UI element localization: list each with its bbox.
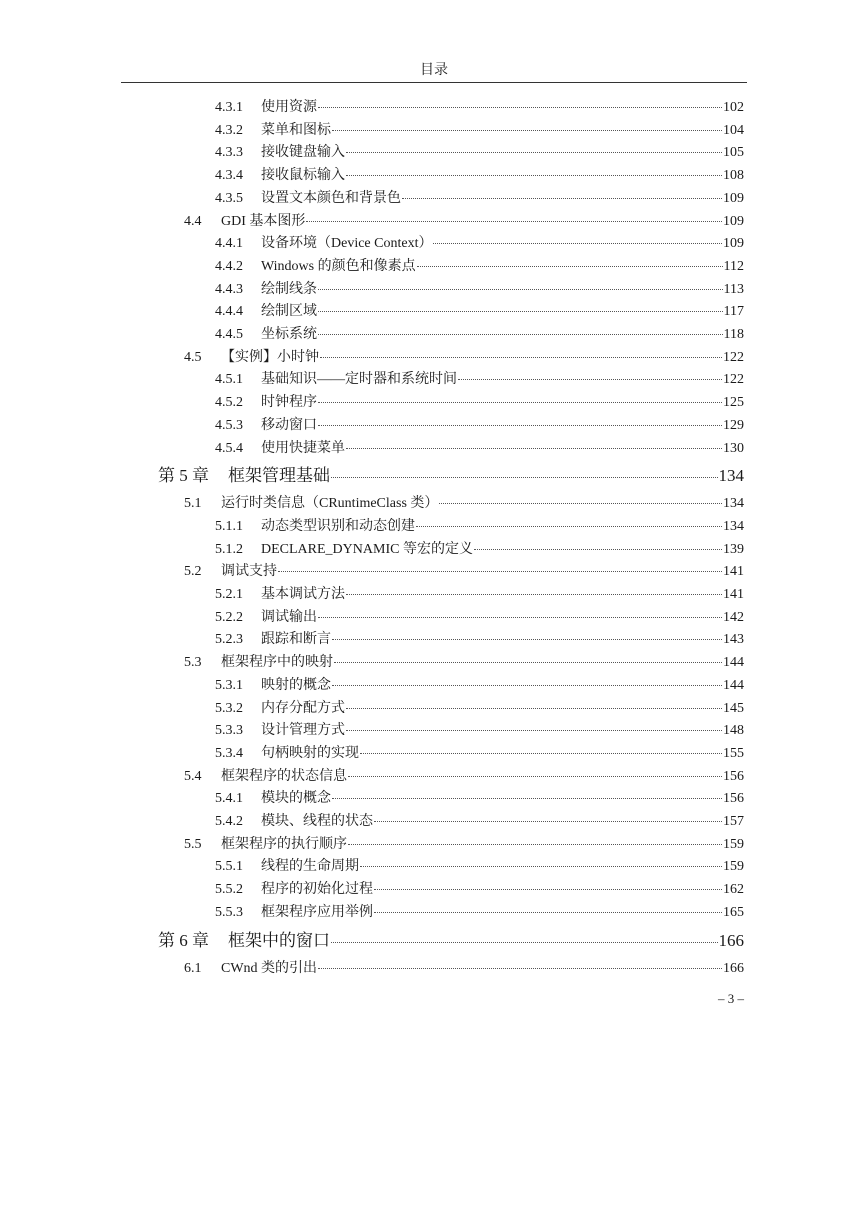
toc-entry-number: 4.5.4 bbox=[215, 440, 243, 456]
toc-entry-number: 5.5.3 bbox=[215, 904, 243, 920]
toc-entry-page: 109 bbox=[723, 236, 744, 252]
toc-entry-number: 5.2.2 bbox=[215, 609, 243, 625]
toc-entry-title: 调试输出 bbox=[261, 609, 317, 625]
toc-entry bbox=[215, 440, 744, 458]
toc-entry-number: 5.2.1 bbox=[215, 587, 243, 602]
toc-entry-title: 句柄映射的实现 bbox=[261, 745, 359, 761]
toc-entry bbox=[215, 235, 744, 253]
dot-leader bbox=[374, 820, 722, 822]
dot-leader bbox=[416, 525, 722, 527]
toc-entry-number: 5.1.1 bbox=[215, 518, 243, 534]
toc-entry-number: 5.4.2 bbox=[215, 814, 243, 829]
toc-entry-number: 5.5.2 bbox=[215, 882, 243, 898]
toc-entry-number: 4.5.3 bbox=[215, 417, 243, 433]
toc-entry-number: 4.3.4 bbox=[215, 168, 243, 184]
toc-entry-number: 5.3.4 bbox=[215, 745, 243, 761]
toc-entry-page: 141 bbox=[723, 564, 744, 580]
toc-entry bbox=[215, 813, 744, 831]
dot-leader bbox=[318, 310, 723, 312]
dot-leader bbox=[318, 401, 722, 403]
toc-entry-page: 142 bbox=[723, 609, 744, 625]
toc-entry bbox=[215, 326, 744, 344]
toc-entry-title: 跟踪和断言 bbox=[261, 632, 331, 648]
toc-entry-title: 使用快捷菜单 bbox=[261, 440, 345, 456]
toc-entry bbox=[184, 563, 744, 581]
toc-entry-title: 调试支持 bbox=[221, 564, 277, 580]
dot-leader bbox=[334, 661, 722, 663]
dot-leader bbox=[318, 967, 722, 969]
toc-entry bbox=[215, 303, 744, 321]
dot-leader bbox=[346, 174, 722, 176]
toc-entry-number: 5.1 bbox=[184, 496, 202, 512]
toc-entry-title: DECLARE_DYNAMIC 等宏的定义 bbox=[261, 541, 473, 557]
toc-entry bbox=[184, 495, 744, 513]
toc-entry-number: 4.5.2 bbox=[215, 395, 243, 411]
toc-entry-title: GDI 基本图形 bbox=[221, 213, 306, 229]
dot-leader bbox=[306, 220, 722, 222]
toc-entry-title: 运行时类信息（CRuntimeClass 类） bbox=[221, 496, 439, 512]
toc-entry bbox=[215, 700, 744, 718]
toc-entry bbox=[215, 722, 744, 740]
toc-entry-title: 内存分配方式 bbox=[261, 700, 345, 716]
toc-entry-title: 程序的初始化过程 bbox=[261, 882, 373, 898]
toc-chapter-entry bbox=[158, 930, 744, 952]
dot-leader bbox=[346, 729, 722, 731]
toc-entry-number: 6.1 bbox=[184, 960, 202, 976]
toc-entry-page: 157 bbox=[723, 814, 744, 829]
dot-leader bbox=[318, 106, 722, 108]
toc-entry-number: 5.5.1 bbox=[215, 859, 243, 875]
toc-entry bbox=[215, 858, 744, 876]
toc-entry-title: Windows 的颜色和像素点 bbox=[261, 258, 416, 274]
dot-leader bbox=[346, 593, 722, 595]
toc-entry-number: 4.3.5 bbox=[215, 190, 243, 206]
toc-entry bbox=[184, 654, 744, 672]
toc-entry-number: 5.2 bbox=[184, 564, 202, 580]
toc-entry-page: 139 bbox=[723, 541, 744, 557]
toc-entry-number: 5.3.3 bbox=[215, 723, 243, 739]
toc-entry-title: 绘制线条 bbox=[261, 281, 317, 297]
toc-entry-number: 4.4 bbox=[184, 213, 202, 229]
toc-entry-page: 159 bbox=[723, 859, 744, 875]
toc-entry-title: 坐标系统 bbox=[261, 327, 317, 342]
toc-entry-number: 4.4.4 bbox=[215, 304, 243, 320]
toc-entry-title: 接收键盘输入 bbox=[261, 145, 345, 161]
toc-entry bbox=[215, 281, 744, 299]
dot-leader bbox=[278, 570, 722, 572]
toc-entry bbox=[215, 122, 744, 140]
toc-entry-title: 线程的生命周期 bbox=[261, 859, 359, 875]
dot-leader bbox=[320, 356, 722, 358]
toc-entry-page: 129 bbox=[723, 417, 744, 433]
dot-leader bbox=[346, 447, 722, 449]
dot-leader bbox=[331, 476, 718, 478]
toc-entry-title: 模块、线程的状态 bbox=[261, 814, 373, 829]
toc-entry-page: 112 bbox=[723, 258, 744, 274]
toc-entry-page: 117 bbox=[723, 304, 744, 320]
dot-leader bbox=[332, 684, 722, 686]
toc-entry-number: 5.1.2 bbox=[215, 541, 243, 557]
toc-entry bbox=[215, 904, 744, 922]
dot-leader bbox=[331, 941, 718, 943]
dot-leader bbox=[332, 797, 722, 799]
toc-entry-page: 162 bbox=[723, 882, 744, 898]
toc-entry bbox=[215, 631, 744, 649]
toc-entry bbox=[184, 836, 744, 854]
toc-entry bbox=[215, 745, 744, 763]
dot-leader bbox=[346, 151, 722, 153]
toc-entry-number: 5.4.1 bbox=[215, 791, 243, 807]
toc-entry-title: 【实例】小时钟 bbox=[221, 349, 319, 365]
dot-leader bbox=[360, 865, 722, 867]
toc-entry-page: 105 bbox=[723, 145, 744, 161]
dot-leader bbox=[374, 911, 722, 913]
toc-entry-page: 134 bbox=[718, 466, 744, 486]
toc-entry-page: 166 bbox=[723, 960, 744, 976]
toc-entry bbox=[215, 190, 744, 208]
toc-entry-number: 4.3.3 bbox=[215, 145, 243, 161]
toc-entry-title: 接收鼠标输入 bbox=[261, 168, 345, 184]
toc-entry-page: 144 bbox=[723, 655, 744, 671]
dot-leader bbox=[374, 888, 722, 890]
toc-entry-title: 设置文本颜色和背景色 bbox=[261, 190, 401, 206]
toc-entry-title: 框架中的窗口 bbox=[228, 930, 330, 950]
toc-entry-title: 设计管理方式 bbox=[261, 723, 345, 739]
toc-entry bbox=[215, 167, 744, 185]
toc-entry-title: 框架程序应用举例 bbox=[261, 904, 373, 920]
dot-leader bbox=[439, 502, 722, 504]
toc-entry-page: 122 bbox=[723, 372, 744, 388]
dot-leader bbox=[402, 197, 722, 199]
dot-leader bbox=[458, 378, 722, 380]
toc-entry-page: 102 bbox=[723, 100, 744, 115]
toc-entry-title: 时钟程序 bbox=[261, 395, 317, 411]
toc-entry-title: 使用资源 bbox=[261, 100, 317, 115]
toc-entry bbox=[215, 371, 744, 389]
toc-entry-title: 映射的概念 bbox=[261, 677, 331, 693]
dot-leader bbox=[318, 424, 722, 426]
toc-entry bbox=[215, 144, 744, 162]
toc-entry-page: 109 bbox=[723, 213, 744, 229]
toc-entry-number: 4.5.1 bbox=[215, 372, 243, 388]
toc-entry bbox=[215, 677, 744, 695]
dot-leader bbox=[433, 242, 722, 244]
toc-entry-page: 134 bbox=[723, 518, 744, 534]
toc-entry bbox=[215, 394, 744, 412]
toc-entry-page: 144 bbox=[723, 677, 744, 693]
toc-entry bbox=[215, 258, 744, 276]
toc-entry-title: CWnd 类的引出 bbox=[221, 960, 318, 976]
dot-leader bbox=[332, 638, 722, 640]
toc-entry bbox=[215, 609, 744, 627]
dot-leader bbox=[348, 843, 722, 845]
toc-entry-number: 5.3.2 bbox=[215, 700, 243, 716]
toc-entry-page: 134 bbox=[723, 496, 744, 512]
dot-leader bbox=[318, 616, 722, 618]
toc-entry bbox=[184, 349, 744, 367]
toc-entry-title: 基本调试方法 bbox=[261, 587, 345, 602]
toc-entry-number: 5.4 bbox=[184, 768, 202, 784]
page-number: – 3 – bbox=[718, 991, 744, 1006]
toc-entry-page: 156 bbox=[723, 791, 744, 807]
dot-leader bbox=[417, 265, 723, 267]
toc-entry-page: 148 bbox=[723, 723, 744, 739]
toc-entry-title: 框架程序的状态信息 bbox=[221, 768, 347, 784]
dot-leader bbox=[318, 333, 723, 335]
toc-entry bbox=[215, 790, 744, 808]
toc-entry-page: 130 bbox=[723, 440, 744, 456]
toc-entry-title: 框架管理基础 bbox=[228, 466, 330, 486]
toc-entry-number: 4.4.1 bbox=[215, 236, 243, 252]
toc-entry bbox=[184, 768, 744, 786]
toc-entry-title: 基础知识——定时器和系统时间 bbox=[261, 372, 457, 388]
toc-entry-number: 5.3 bbox=[184, 655, 202, 671]
toc-entry-number: 4.4.3 bbox=[215, 281, 243, 297]
toc-entry-page: 141 bbox=[723, 587, 744, 602]
toc-entry bbox=[215, 518, 744, 536]
toc-entry-title: 框架程序的执行顺序 bbox=[221, 836, 347, 852]
toc-entry-title: 移动窗口 bbox=[261, 417, 317, 433]
toc-entry-title: 模块的概念 bbox=[261, 791, 331, 807]
dot-leader bbox=[318, 288, 723, 290]
toc-entry-page: 108 bbox=[723, 168, 744, 184]
toc-entry-number: 4.4.2 bbox=[215, 258, 243, 274]
toc-entry bbox=[184, 960, 744, 978]
toc-entry-page: 109 bbox=[723, 190, 744, 206]
toc-entry-number: 5.2.3 bbox=[215, 632, 243, 648]
toc-entry-page: 113 bbox=[723, 281, 744, 297]
toc-entry-page: 125 bbox=[723, 395, 744, 411]
toc-entry-page: 104 bbox=[723, 122, 744, 138]
toc-entry-page: 165 bbox=[723, 904, 744, 920]
toc-entry-page: 159 bbox=[723, 836, 744, 852]
toc-entry-number: 4.4.5 bbox=[215, 327, 243, 342]
toc-entry-title: 绘制区域 bbox=[261, 304, 317, 320]
toc-entry-page: 143 bbox=[723, 632, 744, 648]
toc-entry bbox=[184, 213, 744, 231]
toc-chapter-entry bbox=[158, 465, 744, 487]
toc-entry-page: 155 bbox=[723, 745, 744, 761]
toc-entry-title: 设备环境（Device Context） bbox=[261, 236, 433, 252]
toc-entry-number: 4.5 bbox=[184, 349, 202, 365]
toc-entry-page: 166 bbox=[718, 930, 744, 950]
toc-entry bbox=[215, 541, 744, 559]
dot-leader bbox=[346, 707, 722, 709]
toc-entry-title: 框架程序中的映射 bbox=[221, 655, 333, 671]
toc-entry-title: 动态类型识别和动态创建 bbox=[261, 518, 415, 534]
dot-leader bbox=[348, 775, 722, 777]
toc-entry bbox=[215, 881, 744, 899]
toc-entry bbox=[215, 417, 744, 435]
toc-entry-number: 5.3.1 bbox=[215, 677, 243, 693]
toc-entry-number: 第 5 章 bbox=[158, 466, 209, 486]
toc-entry-number: 5.5 bbox=[184, 836, 202, 852]
toc-entry-page: 122 bbox=[723, 349, 744, 365]
page-header-title: 目录 bbox=[420, 63, 448, 78]
toc-entry-number: 4.3.2 bbox=[215, 122, 243, 138]
toc-entry-number: 4.3.1 bbox=[215, 100, 243, 115]
toc-entry-page: 118 bbox=[723, 327, 744, 342]
toc-entry-page: 145 bbox=[723, 700, 744, 716]
dot-leader bbox=[360, 752, 722, 754]
dot-leader bbox=[474, 548, 722, 550]
toc-entry-number: 第 6 章 bbox=[158, 930, 209, 950]
toc-entry-title: 菜单和图标 bbox=[261, 122, 331, 138]
dot-leader bbox=[332, 129, 722, 131]
toc-entry bbox=[215, 586, 744, 604]
toc-entry-page: 156 bbox=[723, 768, 744, 784]
toc-entry bbox=[215, 99, 744, 117]
